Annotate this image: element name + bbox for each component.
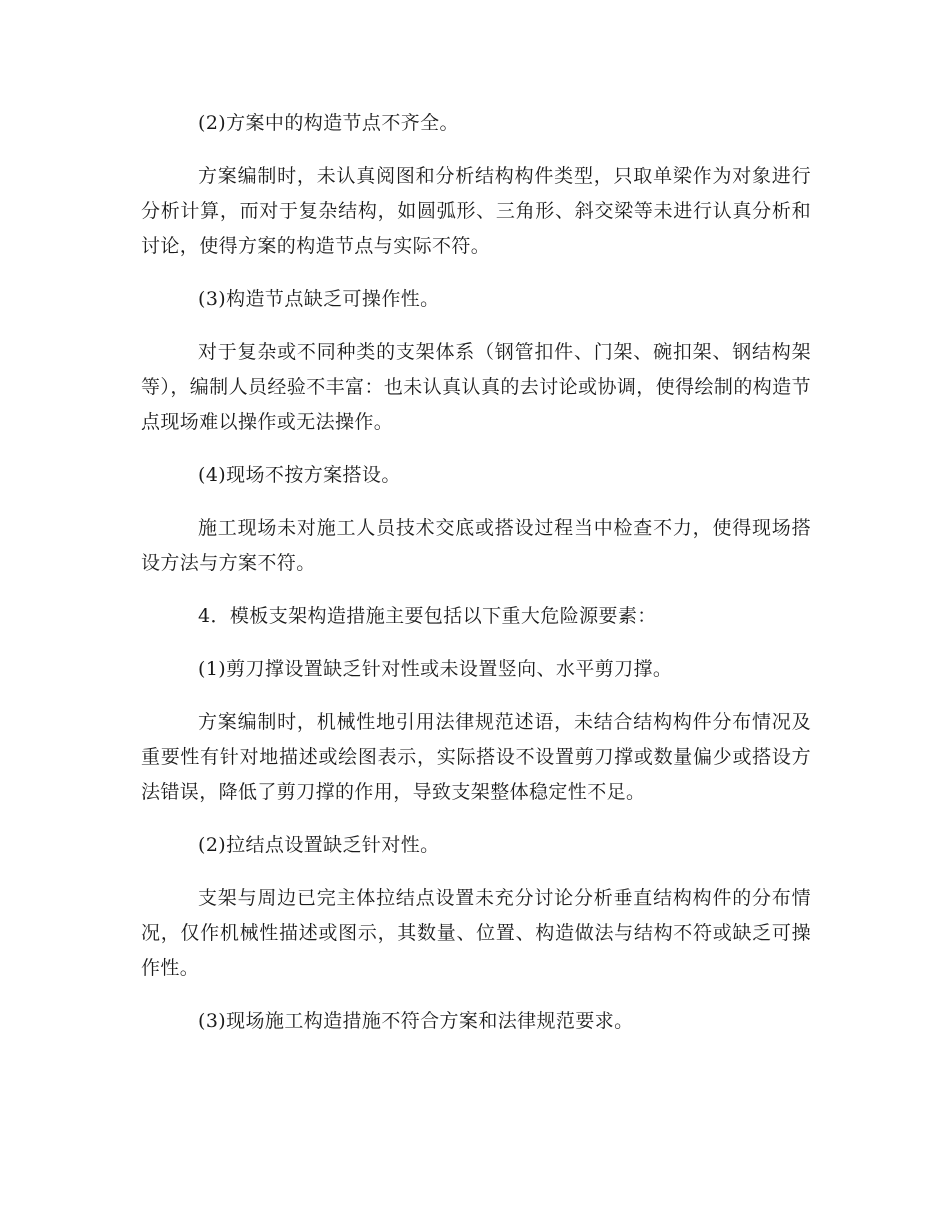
body-paragraph: 方案编制时，机械性地引用法律规范述语，未结合结构构件分布情况及重要性有针对地描述或绘图表示，实际搭设不设置剪刀撑或数量偏少或搭设方法错误，降低了剪刀撑的作用，导致支架整体稳定性不足。 (141, 711, 811, 803)
heading-item-2b: (2)拉结点设置缺乏针对性。 (198, 834, 440, 856)
body-paragraph: 对于复杂或不同种类的支架体系（钢管扣件、门架、碗扣架、钢结构架等），编制人员经验不丰富：也未认真认真的去讨论或协调，使得绘制的构造节点现场难以操作或无法操作。 (141, 341, 811, 433)
body-paragraph: 方案编制时，未认真阅图和分析结构构件类型，只取单梁作为对象进行分析计算，而对于复杂结构，如圆弧形、三角形、斜交梁等未进行认真分析和讨论，使得方案的构造节点与实际不符。 (141, 165, 811, 257)
body-paragraph: 支架与周边已完主体拉结点设置未充分讨论分析垂直结构构件的分布情况，仅作机械性描述或图示，其数量、位置、构造做法与结构不符或缺乏可操作性。 (141, 887, 811, 979)
heading-item-3b: (3)现场施工构造措施不符合方案和法律规范要求。 (198, 1010, 634, 1032)
heading-item-4: (4)现场不按方案搭设。 (198, 464, 401, 486)
heading-item-3: (3)构造节点缺乏可操作性。 (198, 288, 440, 310)
body-paragraph: 施工现场未对施工人员技术交底或搭设过程当中检查不力，使得现场搭设方法与方案不符。 (141, 517, 811, 574)
section-heading-4: 4．模板支架构造措施主要包括以下重大危险源要素： (198, 605, 657, 627)
heading-item-1: (1)剪刀撑设置缺乏针对性或未设置竖向、水平剪刀撑。 (198, 658, 673, 680)
document-body (141, 106, 811, 1057)
heading-item-2: (2)方案中的构造节点不齐全。 (198, 112, 459, 134)
